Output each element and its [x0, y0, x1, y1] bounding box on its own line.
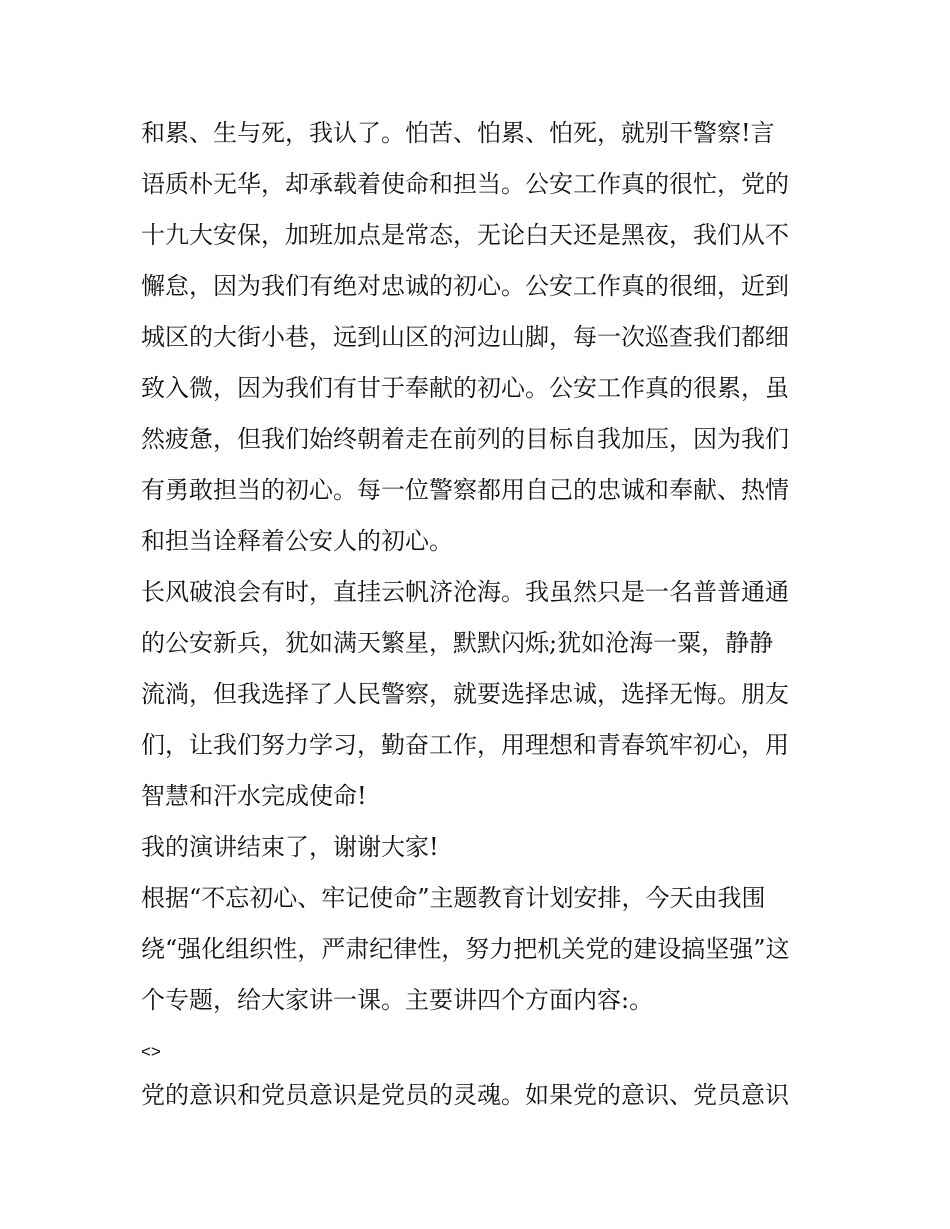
body-line: 有勇敢担当的初心。每一位警察都用自己的忠诚和奉献、热情 [141, 476, 789, 504]
body-line: 根据“不忘初心、牢记使命”主题教育计划安排，今天由我围 [141, 884, 766, 912]
angle-bracket-marker: <> [141, 1042, 161, 1061]
body-line: 和累、生与死，我认了。怕苦、怕累、怕死，就别干警察!言 [141, 119, 775, 147]
body-line: 长风破浪会有时，直挂云帆济沧海。我虽然只是一名普普通通 [141, 578, 789, 606]
body-line: 的公安新兵，犹如满天繁星，默默闪烁;犹如沧海一粟，静静 [141, 629, 774, 657]
body-line: 城区的大街小巷，远到山区的河边山脚，每一次巡查我们都细 [141, 323, 789, 351]
body-line: 十九大安保，加班加点是常态，无论白天还是黑夜，我们从不 [141, 221, 789, 249]
body-line: 智慧和汗水完成使命! [141, 782, 367, 810]
body-line: 我的演讲结束了，谢谢大家! [141, 833, 439, 861]
body-line: 和担当诠释着公安人的初心。 [141, 527, 453, 555]
body-line: 们，让我们努力学习，勤奋工作，用理想和青春筑牢初心，用 [141, 731, 789, 759]
body-line: 党的意识和党员意识是党员的灵魂。如果党的意识、党员意识 [141, 1081, 789, 1109]
body-line: 流淌，但我选择了人民警察，就要选择忠诚，选择无悔。朋友 [141, 680, 789, 708]
body-line: 致入微，因为我们有甘于奉献的初心。公安工作真的很累，虽 [141, 374, 789, 402]
document-body [141, 108, 813, 1128]
body-line: 绕“强化组织性，严肃纪律性，努力把机关党的建设搞坚强”这 [141, 935, 790, 963]
body-line: 语质朴无华，却承载着使命和担当。公安工作真的很忙，党的 [141, 170, 789, 198]
body-line: 个专题，给大家讲一课。主要讲四个方面内容:。 [141, 986, 654, 1014]
body-line: 然疲惫，但我们始终朝着走在前列的目标自我加压，因为我们 [141, 425, 789, 453]
body-line: 懈怠，因为我们有绝对忠诚的初心。公安工作真的很细，近到 [141, 272, 789, 300]
